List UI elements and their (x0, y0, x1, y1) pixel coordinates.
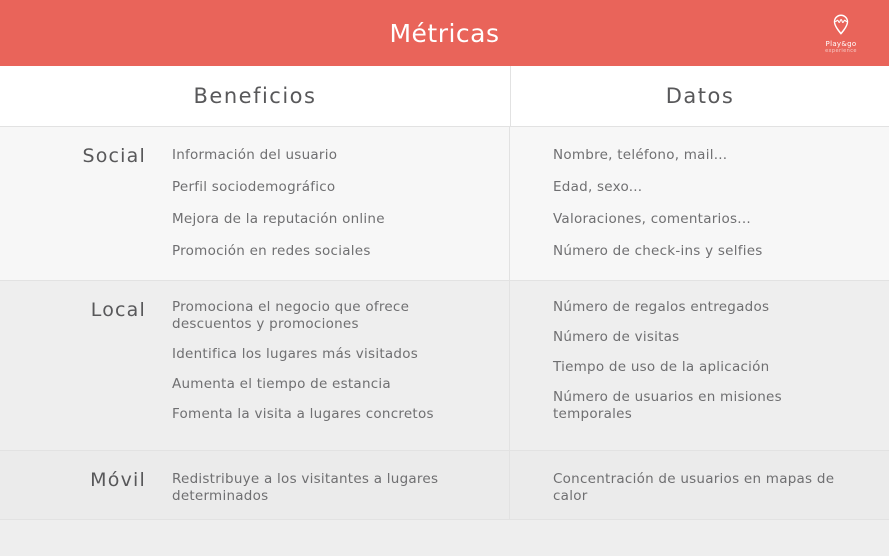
logo-wordmark: Play&go (825, 39, 857, 48)
table-column-headers (0, 66, 889, 127)
footer-strip (0, 520, 889, 556)
list-item: Perfil sociodemográfico (172, 179, 336, 195)
column-header-beneficios: Beneficios (0, 66, 511, 126)
table-row (0, 281, 889, 451)
list-item: Mejora de la reputación online (172, 211, 385, 227)
list-item: Promoción en redes sociales (172, 243, 371, 259)
page-header (0, 0, 889, 66)
list-item: Número de usuarios en misiones temporales (553, 389, 782, 422)
row-data-movil (510, 451, 888, 519)
list-item: Número de visitas (553, 329, 680, 345)
row-benefits-social (160, 127, 510, 280)
list-item: Número de regalos entregados (553, 299, 770, 315)
list-item: Edad, sexo... (553, 179, 643, 195)
row-benefits-movil (160, 451, 510, 519)
list-item: Valoraciones, comentarios... (553, 211, 751, 227)
list-item: Concentración de usuarios en mapas de calor (553, 471, 835, 504)
column-header-datos: Datos (665, 84, 735, 108)
row-label-local: Local (90, 299, 146, 321)
logo-tagline: experience (825, 47, 857, 54)
list-item: Fomenta la visita a lugares concretos (172, 406, 434, 422)
list-item: Número de check-ins y selfies (553, 243, 763, 259)
location-pin-icon (828, 13, 854, 39)
row-data-social (510, 127, 888, 280)
row-benefits-local (160, 281, 510, 450)
brand-logo (811, 10, 871, 56)
list-item: Identifica los lugares más visitados (172, 346, 419, 362)
row-label-movil: Móvil (90, 469, 146, 491)
list-item: Redistribuye a los visitantes a lugares determinados (172, 471, 439, 504)
table-row (0, 451, 889, 520)
row-data-local (510, 281, 888, 450)
list-item: Información del usuario (172, 147, 338, 163)
table-row (0, 127, 889, 281)
list-item: Promociona el negocio que ofrece descuentos y promociones (172, 299, 410, 332)
list-item: Tiempo de uso de la aplicación (553, 359, 770, 375)
row-label-social: Social (82, 145, 146, 167)
page-title: Métricas (389, 18, 500, 48)
list-item: Nombre, teléfono, mail... (553, 147, 728, 163)
list-item: Aumenta el tiempo de estancia (172, 376, 391, 392)
